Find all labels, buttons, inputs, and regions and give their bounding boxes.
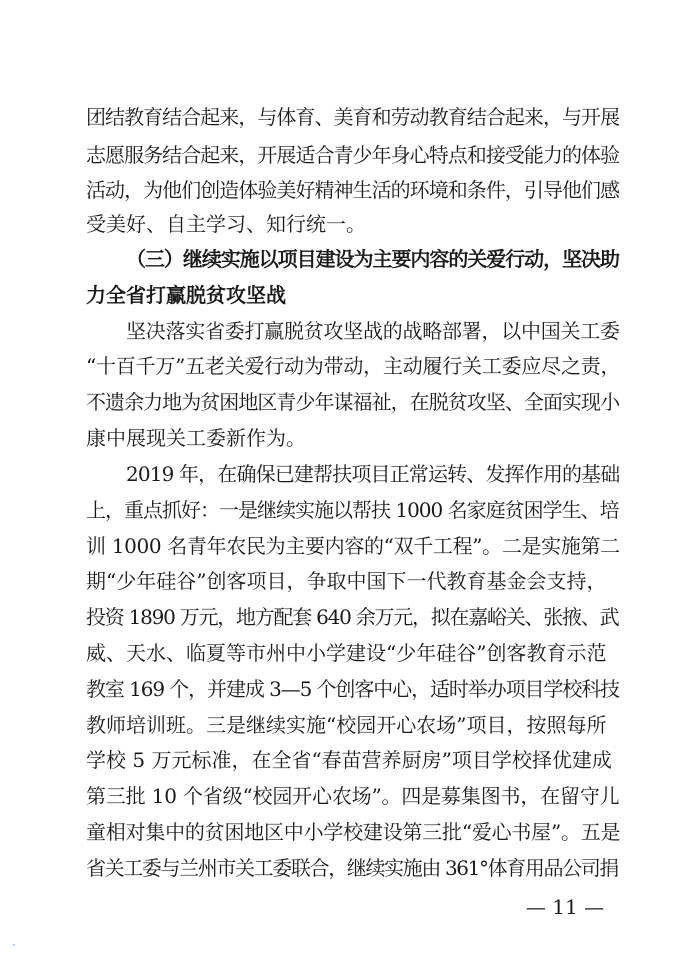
- body-text-line: 团结教育结合起来，与体育、美育和劳动教育结合起来，与开展: [86, 105, 620, 129]
- body-text-line: 投资 1890 万元，地方配套 640 余万元，拟在嘉峪关、张掖、武: [86, 605, 619, 629]
- body-text-line: 2019 年，在确保已建帮扶项目正常运转、发挥作用的基础: [126, 462, 620, 486]
- body-text-line: 不遗余力地为贫困地区青少年谋福祉，在脱贫攻坚、全面实现小: [86, 390, 620, 414]
- body-text-line: 威、天水、临夏等市州中小学建设“少年硅谷”创客教育示范: [86, 641, 607, 665]
- body-text-line: 活动，为他们创造体验美好精神生活的环境和条件，引导他们感: [86, 178, 620, 202]
- body-text-line: 志愿服务结合起来，开展适合青少年身心特点和接受能力的体验: [86, 143, 620, 167]
- body-text-line: 受美好、自主学习、知行统一。: [86, 212, 366, 236]
- section-heading-line: （三）继续实施以项目建设为主要内容的关爱行动，坚决助: [126, 247, 619, 271]
- page-number: — 11 —: [525, 895, 605, 919]
- body-text-line: “十百千万”五老关爱行动为带动，主动履行关工委应尽之责，: [86, 354, 621, 378]
- body-text-line: 童相对集中的贫困地区中小学校建设第三批“爱心书屋”。五是: [86, 820, 621, 844]
- body-text-line: 省关工委与兰州市关工委联合，继续实施由 361°体育用品公司捐: [86, 856, 619, 880]
- body-text-line: 教师培训班。三是继续实施“校园开心农场”项目，按照每所: [86, 713, 607, 737]
- body-text-line: 第三批 10 个省级“校园开心农场”。四是募集图书，在留守儿: [86, 784, 620, 808]
- body-text-line: 坚决落实省委打赢脱贫攻坚战的战略部署，以中国关工委: [126, 319, 620, 343]
- body-text-line: 上，重点抓好：一是继续实施以帮扶 1000 名家庭贫困学生、培: [86, 498, 619, 522]
- body-text-line: 学校 5 万元标准，在全省“春苗营养厨房”项目学校择优建成: [86, 748, 612, 772]
- body-text-line: 训 1000 名青年农民为主要内容的“双千工程”。二是实施第二: [86, 534, 620, 558]
- body-text-line: 教室 169 个，并建成 3—5 个创客中心，适时举办项目学校科技: [86, 677, 620, 701]
- body-text-line: 康中展现关工委新作为。: [86, 426, 306, 450]
- scan-speck: [13, 944, 15, 946]
- body-text-line: 期“少年硅谷”创客项目，争取中国下一代教育基金会支持，: [86, 569, 607, 593]
- section-heading-line: 力全省打赢脱贫攻坚战: [86, 283, 286, 307]
